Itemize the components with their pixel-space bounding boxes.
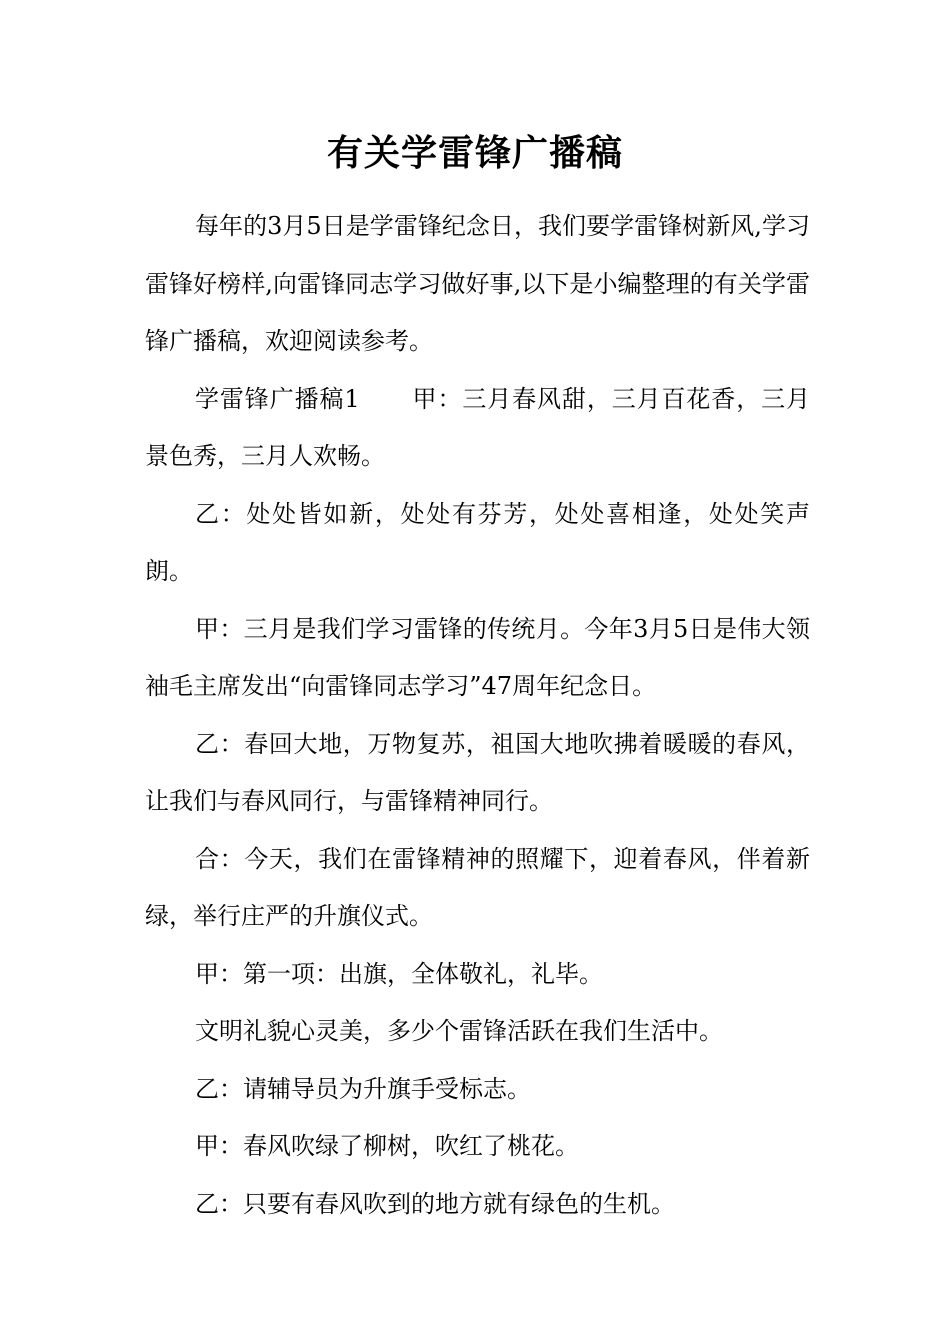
body-paragraph: 合：今天，我们在雷锋精神的照耀下，迎着春风，伴着新绿，举行庄严的升旗仪式。 bbox=[145, 844, 810, 930]
intro-paragraph: 每年的3月5日是学雷锋纪念日，我们要学雷锋树新风,学习雷锋好榜样,向雷锋同志学习做好事,以下是小编整理的有关学雷锋广播稿，欢迎阅读参考。 bbox=[145, 212, 810, 355]
body-paragraph: 文明礼貌心灵美，多少个雷锋活跃在我们生活中。 bbox=[195, 1017, 723, 1045]
body-paragraph: 乙：春回大地，万物复苏，祖国大地吹拂着暖暖的春风，让我们与春风同行，与雷锋精神同行。 bbox=[145, 729, 810, 815]
document-body bbox=[145, 198, 810, 1233]
section-heading: 学雷锋广播稿1 bbox=[195, 384, 360, 413]
body-paragraph: 乙：请辅导员为升旗手受标志。 bbox=[195, 1074, 531, 1103]
body-paragraph: 甲：第一项：出旗，全体敬礼，礼毕。 bbox=[195, 959, 603, 988]
body-paragraph: 甲：三月是我们学习雷锋的传统月。今年3月5日是伟大领袖毛主席发出“向雷锋同志学习”47周年纪念日。 bbox=[145, 614, 810, 700]
body-paragraph: 甲：春风吹绿了柳树，吹红了桃花。 bbox=[195, 1132, 579, 1160]
document-title: 有关学雷锋广播稿 bbox=[326, 132, 623, 174]
section-paragraph bbox=[145, 371, 810, 486]
body-paragraph: 乙：只要有春风吹到的地方就有绿色的生机。 bbox=[195, 1189, 675, 1218]
section-first-line: 甲：三月春风甜，三月百花香，三月景色秀，三月人欢畅。 bbox=[145, 384, 810, 470]
body-paragraph: 乙：处处皆如新，处处有芬芳，处处喜相逢，处处笑声朗。 bbox=[145, 499, 810, 585]
